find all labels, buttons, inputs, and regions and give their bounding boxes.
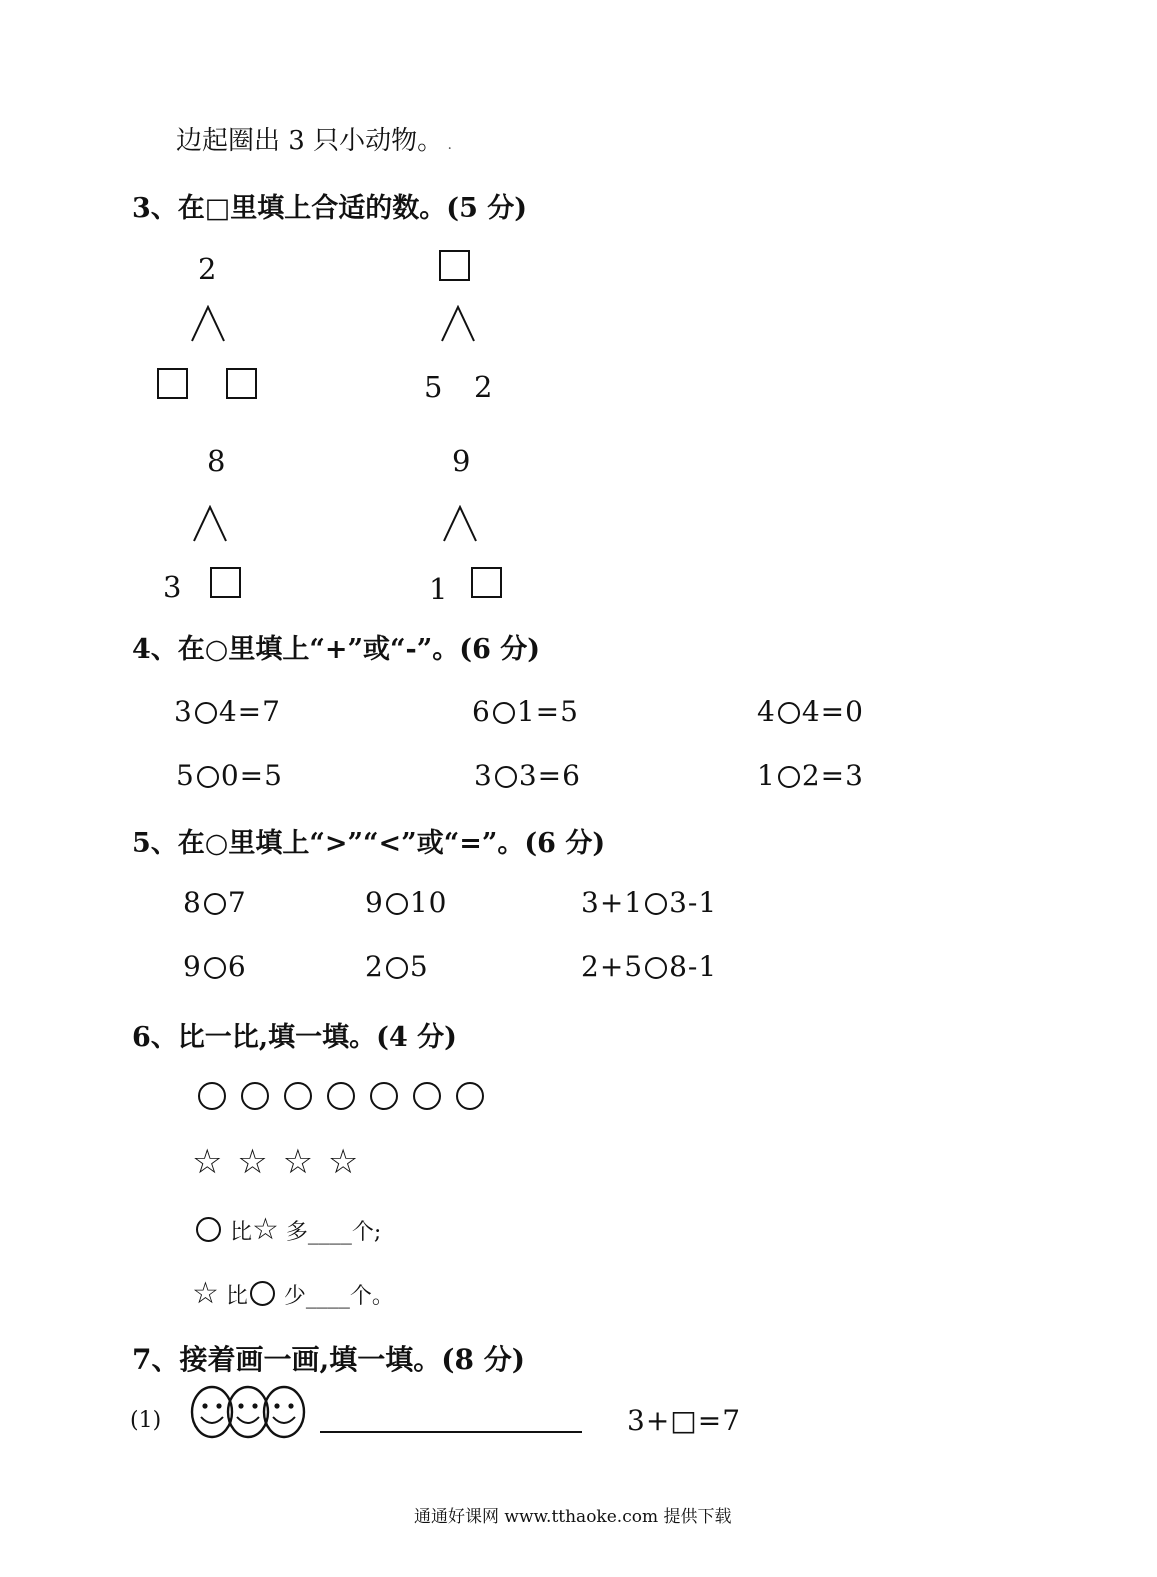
answer-circle[interactable] bbox=[195, 702, 217, 724]
circle-icon bbox=[284, 1082, 312, 1110]
q6-line2-bi: 比 bbox=[225, 1284, 248, 1309]
tree4-bottom-left: 1 bbox=[429, 572, 448, 606]
q6-title: 6、比一比,填一填。(4 分) bbox=[132, 1022, 457, 1053]
q4-item-5 bbox=[474, 759, 581, 792]
answer-circle[interactable] bbox=[386, 957, 408, 979]
tree1-blank-right[interactable] bbox=[226, 368, 257, 399]
q4-item-3 bbox=[757, 695, 864, 728]
tree2-bottom-left: 5 bbox=[424, 370, 443, 404]
q5-item-6-b: 8-1 bbox=[669, 950, 718, 983]
q7-item1-label: (1) bbox=[130, 1408, 162, 1433]
answer-circle[interactable] bbox=[645, 893, 667, 915]
q5-item-1-a: 8 bbox=[183, 886, 202, 919]
tree3-bottom-left: 3 bbox=[163, 570, 182, 604]
q5-item-2 bbox=[365, 886, 447, 919]
q5-item-4-b: 6 bbox=[227, 950, 247, 983]
q5-item-4-a: 9 bbox=[183, 950, 202, 983]
q5-item-2-b: 10 bbox=[409, 886, 448, 919]
q4-item-4 bbox=[176, 759, 283, 792]
answer-circle[interactable] bbox=[495, 766, 517, 788]
smiley-faces-icon bbox=[190, 1384, 308, 1440]
q4-item-2-a: 6 bbox=[472, 695, 491, 728]
q6-line1-rest[interactable]: 多____个; bbox=[285, 1220, 382, 1245]
q5-item-1 bbox=[183, 886, 247, 919]
q4-item-5-a: 3 bbox=[474, 759, 493, 792]
stars-row: ☆ ☆ ☆ ☆ bbox=[192, 1142, 361, 1182]
q4-item-3-b: 4=0 bbox=[801, 695, 864, 728]
tree1-top: 2 bbox=[198, 252, 217, 286]
intro-text: 边起圈出 3 只小动物。 bbox=[176, 126, 444, 156]
circle-icon bbox=[250, 1281, 275, 1306]
tree4-top: 9 bbox=[452, 444, 471, 478]
tree3-blank-right[interactable] bbox=[210, 567, 241, 598]
answer-circle[interactable] bbox=[204, 893, 226, 915]
answer-circle[interactable] bbox=[778, 702, 800, 724]
tree1-blank-left[interactable] bbox=[157, 368, 188, 399]
q4-item-3-a: 4 bbox=[757, 695, 776, 728]
q5-item-5-b: 5 bbox=[409, 950, 429, 983]
tree3-fork-icon bbox=[192, 505, 228, 543]
q6-line1-bi: 比 bbox=[230, 1220, 253, 1245]
answer-circle[interactable] bbox=[197, 766, 219, 788]
q7-title: 7、接着画一画,填一填。(8 分) bbox=[132, 1343, 525, 1376]
q4-item-4-b: 0=5 bbox=[220, 759, 283, 792]
tree2-blank-top[interactable] bbox=[439, 250, 470, 281]
q5-item-3 bbox=[581, 886, 717, 919]
tree1-fork-icon bbox=[190, 305, 226, 343]
q5-title: 5、在○里填上“>”“<”或“=”。(6 分) bbox=[132, 828, 606, 859]
circle-icon bbox=[413, 1082, 441, 1110]
footer-text: 通通好课网 www.tthaoke.com 提供下载 bbox=[414, 1507, 732, 1527]
q6-line1 bbox=[194, 1212, 381, 1247]
q4-item-2-b: 1=5 bbox=[516, 695, 579, 728]
tree2-fork-icon bbox=[440, 305, 476, 343]
dot-mark: . bbox=[443, 137, 452, 153]
q4-item-5-b: 3=6 bbox=[518, 759, 581, 792]
q6-line2-rest[interactable]: 少____个。 bbox=[283, 1284, 394, 1309]
q7-item1-equation: 3+□=7 bbox=[627, 1404, 742, 1437]
circle-icon bbox=[370, 1082, 398, 1110]
q4-item-1-a: 3 bbox=[174, 695, 193, 728]
answer-circle[interactable] bbox=[778, 766, 800, 788]
draw-answer-line[interactable] bbox=[320, 1431, 582, 1433]
circle-icon bbox=[196, 1217, 221, 1242]
q5-item-3-a: 3+1 bbox=[581, 886, 644, 919]
q4-item-1 bbox=[174, 695, 281, 728]
q5-item-3-b: 3-1 bbox=[669, 886, 718, 919]
answer-circle[interactable] bbox=[493, 702, 515, 724]
q5-item-6-a: 2+5 bbox=[581, 950, 644, 983]
q5-item-4 bbox=[183, 950, 247, 983]
tree3-top: 8 bbox=[207, 444, 226, 478]
tree2-bottom-right: 2 bbox=[474, 370, 493, 404]
q4-item-6-a: 1 bbox=[757, 759, 776, 792]
star-icon: ☆ bbox=[252, 1212, 279, 1247]
intro-line bbox=[176, 120, 452, 157]
circle-icon bbox=[327, 1082, 355, 1110]
answer-circle[interactable] bbox=[645, 957, 667, 979]
circle-icon bbox=[456, 1082, 484, 1110]
star-icon: ☆ bbox=[192, 1276, 219, 1311]
circle-icon bbox=[198, 1082, 226, 1110]
answer-circle[interactable] bbox=[386, 893, 408, 915]
tree4-blank-right[interactable] bbox=[471, 567, 502, 598]
q3-title: 3、在□里填上合适的数。(5 分) bbox=[132, 193, 528, 224]
q4-item-6 bbox=[757, 759, 864, 792]
q5-item-5-a: 2 bbox=[365, 950, 384, 983]
tree4-fork-icon bbox=[442, 505, 478, 543]
q5-item-5 bbox=[365, 950, 429, 983]
q5-item-6 bbox=[581, 950, 717, 983]
q4-item-6-b: 2=3 bbox=[801, 759, 864, 792]
q5-item-2-a: 9 bbox=[365, 886, 384, 919]
circle-icon bbox=[241, 1082, 269, 1110]
q5-item-1-b: 7 bbox=[227, 886, 247, 919]
answer-circle[interactable] bbox=[204, 957, 226, 979]
q4-item-2 bbox=[472, 695, 579, 728]
circles-row bbox=[196, 1082, 497, 1111]
q6-line2 bbox=[192, 1276, 394, 1311]
q4-title: 4、在○里填上“+”或“-”。(6 分) bbox=[132, 634, 541, 665]
q4-item-4-a: 5 bbox=[176, 759, 195, 792]
q4-item-1-b: 4=7 bbox=[218, 695, 281, 728]
